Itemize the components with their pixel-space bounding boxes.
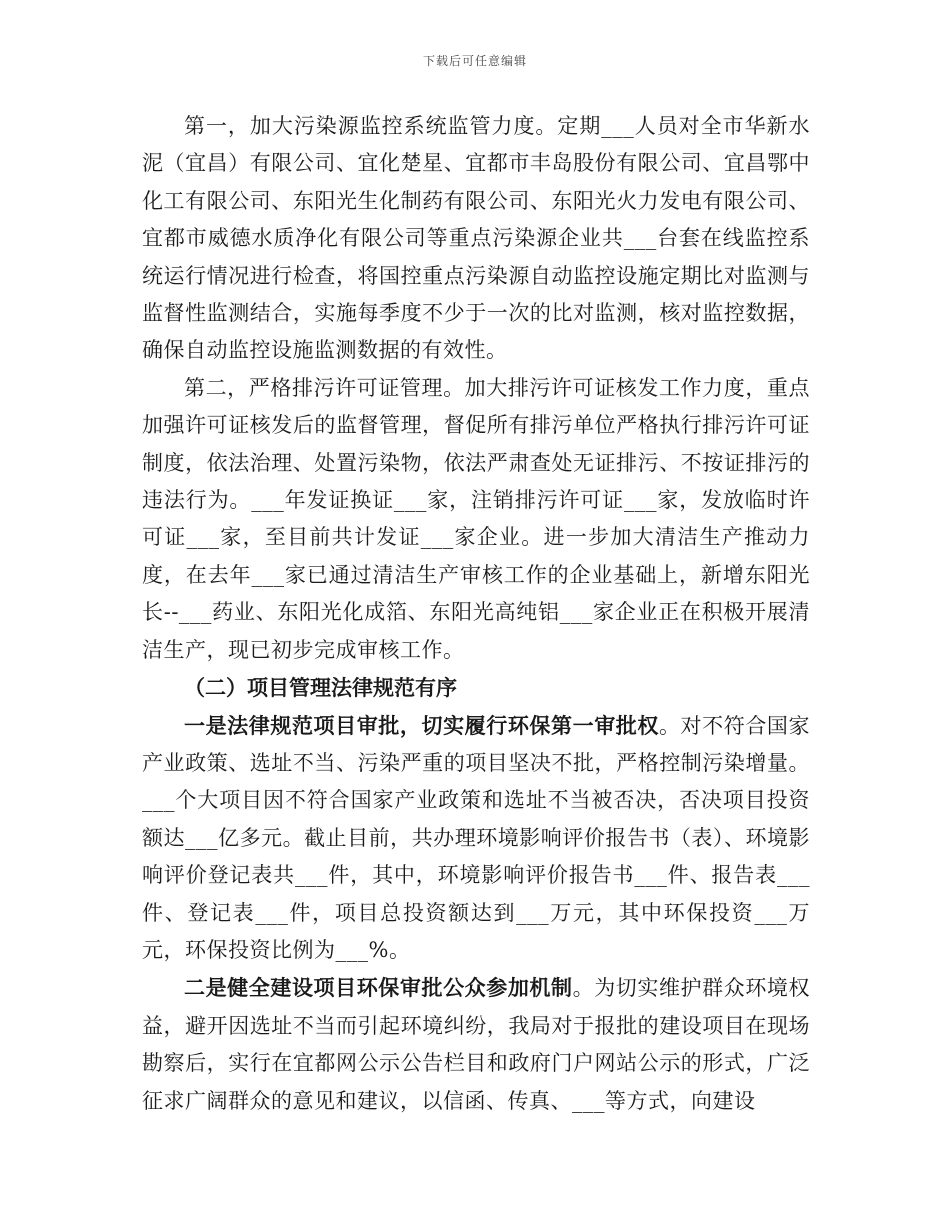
- paragraph-3: [142, 707, 810, 970]
- paragraph-4: [142, 969, 810, 1120]
- paragraph-4-text: 。为切实维护群众环境权益，避开因选址不当而引起环境纠纷，我局对于报批的建设项目在现场勘察后，实行在宜都网公示公告栏目和政府门户网站公示的形式，广泛征求广阔群众的意见和建议，以信函、传真、___等方式，向建设: [142, 976, 811, 1113]
- paragraph-2-text: 第二，严格排污许可证管理。加大排污许可证核发工作力度，重点加强许可证核发后的监督管理，督促所有排污单位严格执行排污许可证制度，依法治理、处置污染物，依法严肃查处无证排污、不按证排污的违法行为。___年发证换证___家，注销排污许可证___家，发放临时许可证___家，至目前共计发证___家企业。进一步加大清洁生产推动力度，在去年___家已通过清洁生产审核工作的企业基础上，新增东阳光长--___药业、东阳光化成箔、东阳光高纯铝___家企业正在积极开展清洁生产，现已初步完成审核工作。: [142, 375, 810, 662]
- paragraph-2: [142, 370, 810, 669]
- section-heading: （二）项目管理法律规范有序: [184, 675, 457, 701]
- paragraph-3-text: 。对不符合国家产业政策、选址不当、污染严重的项目坚决不批，严格控制污染增量。___个大项目因不符合国家产业政策和选址不当被否决，否决项目投资额达___亿多元。截止目前，共办理环境影响评价报告书（表）、环境影响评价登记表共___件，其中，环境影响评价报告书___件、报告表___件、登记表___件，项目总投资额达到___万元，其中环保投资___万元，环保投资比例为___%。: [142, 713, 811, 962]
- document-body: [142, 108, 810, 1120]
- paragraph-3-lead: 一是法律规范项目审批，切实履行环保第一审批权: [184, 712, 659, 738]
- paragraph-1-text: 第一，加大污染源监控系统监管力度。定期___人员对全市华新水泥（宜昌）有限公司、宜化楚星、宜都市丰岛股份有限公司、宜昌鄂中化工有限公司、东阳光生化制药有限公司、东阳光火力发电有限公司、宜都市威德水质净化有限公司等重点污染源企业共___台套在线监控系统运行情况进行检查，将国控重点污染源自动监控设施定期比对监测与监督性监测结合，实施每季度不少于一次的比对监测，核对监控数据，确保自动监控设施监测数据的有效性。: [142, 114, 810, 363]
- paragraph-1: [142, 108, 810, 370]
- page-header: 下载后可任意编辑: [422, 54, 527, 68]
- paragraph-4-lead: 二是健全建设项目环保审批公众参加机制: [184, 975, 573, 1001]
